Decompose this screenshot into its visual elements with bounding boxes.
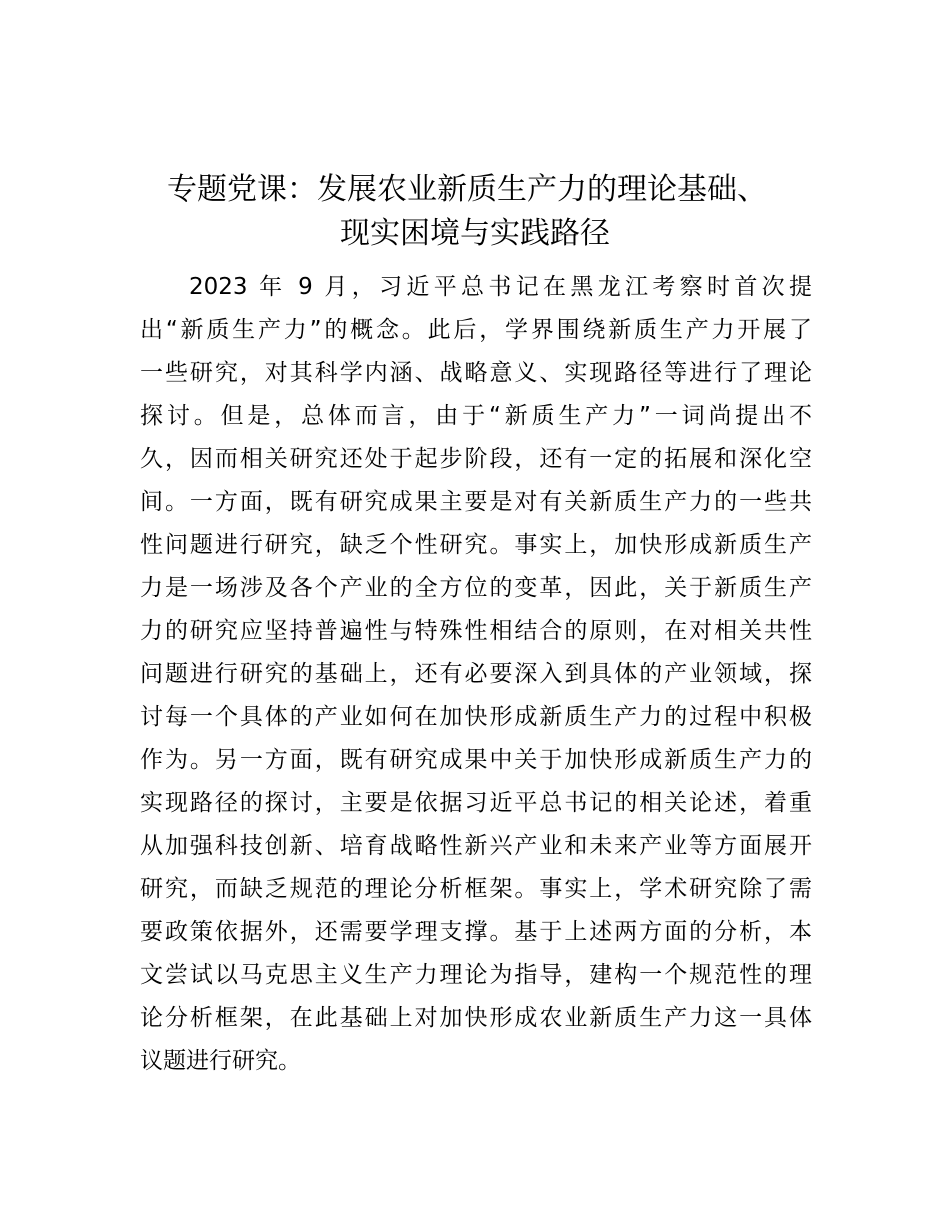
paragraph-line: 论分析框架，在此基础上对加快形成农业新质生产力这一具体 — [140, 1005, 812, 1031]
paragraph-line: 性问题进行研究，缺乏个性研究。事实上，加快形成新质生产 — [140, 532, 812, 558]
paragraph-line: 出“新质生产力”的概念。此后，学界围绕新质生产力开展了 — [140, 317, 812, 343]
paragraph-line: 间。一方面，既有研究成果主要是对有关新质生产力的一些共 — [140, 489, 812, 515]
paragraph-line: 要政策依据外，还需要学理支撑。基于上述两方面的分析，本 — [140, 919, 812, 945]
paragraph-line: 实现路径的探讨，主要是依据习近平总书记的相关论述，着重 — [140, 790, 812, 816]
paragraph-line: 问题进行研究的基础上，还有必要深入到具体的产业领域，探 — [140, 661, 812, 687]
paragraph-line: 一些研究，对其科学内涵、战略意义、实现路径等进行了理论 — [140, 360, 812, 386]
paragraph-line: 探讨。但是，总体而言，由于“新质生产力”一词尚提出不 — [140, 403, 812, 429]
paragraph-line: 讨每一个具体的产业如何在加快形成新质生产力的过程中积极 — [140, 704, 812, 730]
paragraph-line: 久，因而相关研究还处于起步阶段，还有一定的拓展和深化空 — [140, 446, 812, 472]
paragraph-line: 力是一场涉及各个产业的全方位的变革，因此，关于新质生产 — [140, 575, 812, 601]
paragraph-line: 2023 年 9 月，习近平总书记在黑龙江考察时首次提 — [189, 274, 812, 300]
paragraph-line-last: 议题进行研究。 — [140, 1048, 301, 1074]
document-title-line-1: 专题党课：发展农业新质生产力的理论基础、 — [167, 172, 767, 207]
paragraph-line: 文尝试以马克思主义生产力理论为指导，建构一个规范性的理 — [140, 962, 812, 988]
paragraph-line: 从加强科技创新、培育战略性新兴产业和未来产业等方面展开 — [140, 833, 812, 859]
paragraph-line: 力的研究应坚持普遍性与特殊性相结合的原则，在对相关共性 — [140, 618, 812, 644]
document-title-line-2: 现实困境与实践路径 — [340, 216, 610, 251]
paragraph-line: 研究，而缺乏规范的理论分析框架。事实上，学术研究除了需 — [140, 876, 812, 902]
paragraph-line: 作为。另一方面，既有研究成果中关于加快形成新质生产力的 — [140, 747, 812, 773]
